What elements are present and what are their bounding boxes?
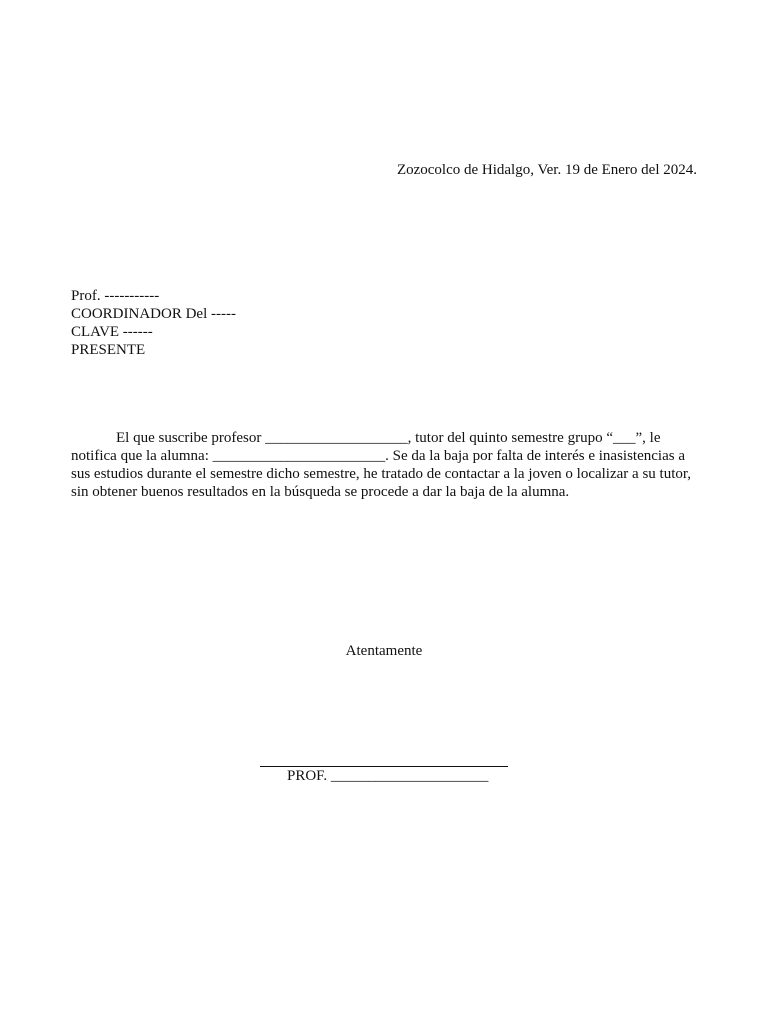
recipient-clave: CLAVE ------ (71, 324, 153, 340)
closing-salutation: Atentamente (345, 643, 423, 659)
body-line-3: sus estudios durante el semestre dicho semestre, he tratado de contactar a la joven o localizar a su tutor, (71, 466, 692, 482)
body-line-4: sin obtener buenos resultados en la búsqueda se procede a dar la baja de la alumna. (71, 484, 570, 500)
signature-name: PROF. _____________________ (287, 768, 489, 784)
date-line: Zozocolco de Hidalgo, Ver. 19 de Enero del 2024. (396, 162, 697, 178)
recipient-block (71, 287, 236, 359)
body-line-2: notifica que la alumna: _______________________. Se da la baja por falta de interés e inasistencias a (71, 448, 685, 464)
body-line-1: El que suscribe profesor ___________________, tutor del quinto semestre grupo “___”, le (116, 430, 661, 446)
recipient-name: Prof. ----------- (71, 288, 160, 304)
letter-body (71, 429, 701, 501)
recipient-presente: PRESENTE (71, 342, 146, 358)
signature-line (260, 766, 508, 767)
recipient-title: COORDINADOR Del ----- (71, 306, 236, 322)
